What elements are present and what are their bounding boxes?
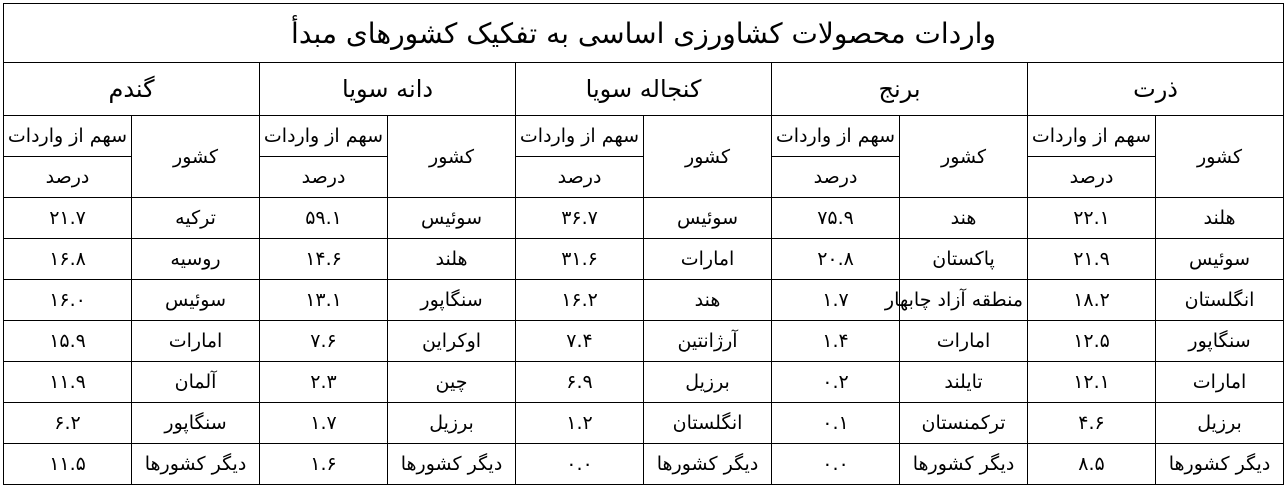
- share-cell: ۶.۹: [516, 362, 644, 403]
- country-cell: سوئیس: [1156, 239, 1284, 280]
- country-column-header: کشور: [900, 116, 1028, 198]
- share-cell: ۴.۶: [1028, 403, 1156, 444]
- share-cell: ۲۰.۸: [772, 239, 900, 280]
- share-cell: ۱۶.۲: [516, 280, 644, 321]
- share-cell: ۲.۳: [260, 362, 388, 403]
- group-header: دانه سویا: [260, 63, 516, 116]
- country-cell: امارات: [132, 321, 260, 362]
- country-cell: دیگر کشورها: [900, 444, 1028, 485]
- table-row: [4, 198, 1284, 239]
- column-header-row: [4, 116, 1284, 157]
- share-cell: ۳۱.۶: [516, 239, 644, 280]
- unit-label: درصد: [4, 157, 132, 198]
- unit-label: درصد: [516, 157, 644, 198]
- share-cell: ۷.۴: [516, 321, 644, 362]
- share-cell: ۱۶.۰: [4, 280, 132, 321]
- table-container: [3, 3, 1283, 498]
- country-cell: چین: [388, 362, 516, 403]
- country-cell: منطقه آزاد چابهار: [900, 280, 1028, 321]
- country-cell: تایلند: [900, 362, 1028, 403]
- share-cell: ۱۱.۵: [4, 444, 132, 485]
- share-cell: ۱۵.۹: [4, 321, 132, 362]
- imports-table: [3, 3, 1284, 485]
- table-row: [4, 444, 1284, 485]
- country-cell: برزیل: [1156, 403, 1284, 444]
- share-column-header: سهم از واردات: [1028, 116, 1156, 157]
- table-row: [4, 239, 1284, 280]
- group-header: کنجاله سویا: [516, 63, 772, 116]
- country-cell: آلمان: [132, 362, 260, 403]
- unit-label: درصد: [772, 157, 900, 198]
- share-cell: ۶.۲: [4, 403, 132, 444]
- country-cell: امارات: [644, 239, 772, 280]
- share-cell: ۱۸.۲: [1028, 280, 1156, 321]
- share-cell: ۲۱.۷: [4, 198, 132, 239]
- country-cell: سنگاپور: [1156, 321, 1284, 362]
- share-cell: ۷۵.۹: [772, 198, 900, 239]
- country-cell: سوئیس: [644, 198, 772, 239]
- share-cell: ۱۳.۱: [260, 280, 388, 321]
- country-cell: انگلستان: [644, 403, 772, 444]
- share-cell: ۷.۶: [260, 321, 388, 362]
- country-cell: امارات: [900, 321, 1028, 362]
- country-cell: برزیل: [388, 403, 516, 444]
- country-cell: آرژانتین: [644, 321, 772, 362]
- share-cell: ۱۴.۶: [260, 239, 388, 280]
- share-cell: ۰.۲: [772, 362, 900, 403]
- unit-label: درصد: [260, 157, 388, 198]
- share-cell: ۰.۰: [772, 444, 900, 485]
- country-cell: سوئیس: [388, 198, 516, 239]
- country-cell: دیگر کشورها: [132, 444, 260, 485]
- country-column-header: کشور: [1156, 116, 1284, 198]
- share-cell: ۱۶.۸: [4, 239, 132, 280]
- country-cell: هند: [900, 198, 1028, 239]
- unit-label: درصد: [1028, 157, 1156, 198]
- country-cell: اوکراین: [388, 321, 516, 362]
- share-column-header: سهم از واردات: [516, 116, 644, 157]
- share-cell: ۲۲.۱: [1028, 198, 1156, 239]
- share-cell: ۲۱.۹: [1028, 239, 1156, 280]
- country-cell: روسیه: [132, 239, 260, 280]
- share-cell: ۱.۴: [772, 321, 900, 362]
- share-cell: ۱.۷: [260, 403, 388, 444]
- share-cell: ۱۲.۱: [1028, 362, 1156, 403]
- country-column-header: کشور: [644, 116, 772, 198]
- table-row: [4, 362, 1284, 403]
- country-cell: دیگر کشورها: [1156, 444, 1284, 485]
- country-cell: دیگر کشورها: [388, 444, 516, 485]
- share-cell: ۱.۲: [516, 403, 644, 444]
- share-column-header: سهم از واردات: [4, 116, 132, 157]
- country-cell: هند: [644, 280, 772, 321]
- country-cell: سنگاپور: [388, 280, 516, 321]
- country-cell: هلند: [1156, 198, 1284, 239]
- share-cell: ۰.۱: [772, 403, 900, 444]
- country-cell: سوئیس: [132, 280, 260, 321]
- title-row: [4, 4, 1284, 63]
- share-column-header: سهم از واردات: [772, 116, 900, 157]
- share-cell: ۱۱.۹: [4, 362, 132, 403]
- share-column-header: سهم از واردات: [260, 116, 388, 157]
- country-cell: پاکستان: [900, 239, 1028, 280]
- country-cell: سنگاپور: [132, 403, 260, 444]
- share-cell: ۵۹.۱: [260, 198, 388, 239]
- share-cell: ۸.۵: [1028, 444, 1156, 485]
- share-cell: ۱.۷: [772, 280, 900, 321]
- share-cell: ۱.۶: [260, 444, 388, 485]
- country-cell: انگلستان: [1156, 280, 1284, 321]
- table-row: [4, 280, 1284, 321]
- country-cell: ترکمنستان: [900, 403, 1028, 444]
- table-title: واردات محصولات کشاورزی اساسی به تفکیک کشورهای مبدأ: [4, 4, 1284, 63]
- country-column-header: کشور: [388, 116, 516, 198]
- country-cell: هلند: [388, 239, 516, 280]
- country-cell: ترکیه: [132, 198, 260, 239]
- country-column-header: کشور: [132, 116, 260, 198]
- share-cell: ۱۲.۵: [1028, 321, 1156, 362]
- country-cell: دیگر کشورها: [644, 444, 772, 485]
- group-header-row: [4, 63, 1284, 116]
- share-cell: ۰.۰: [516, 444, 644, 485]
- country-cell: امارات: [1156, 362, 1284, 403]
- group-header: گندم: [4, 63, 260, 116]
- table-row: [4, 321, 1284, 362]
- share-cell: ۳۶.۷: [516, 198, 644, 239]
- table-row: [4, 403, 1284, 444]
- group-header: برنج: [772, 63, 1028, 116]
- country-cell: برزیل: [644, 362, 772, 403]
- group-header: ذرت: [1028, 63, 1284, 116]
